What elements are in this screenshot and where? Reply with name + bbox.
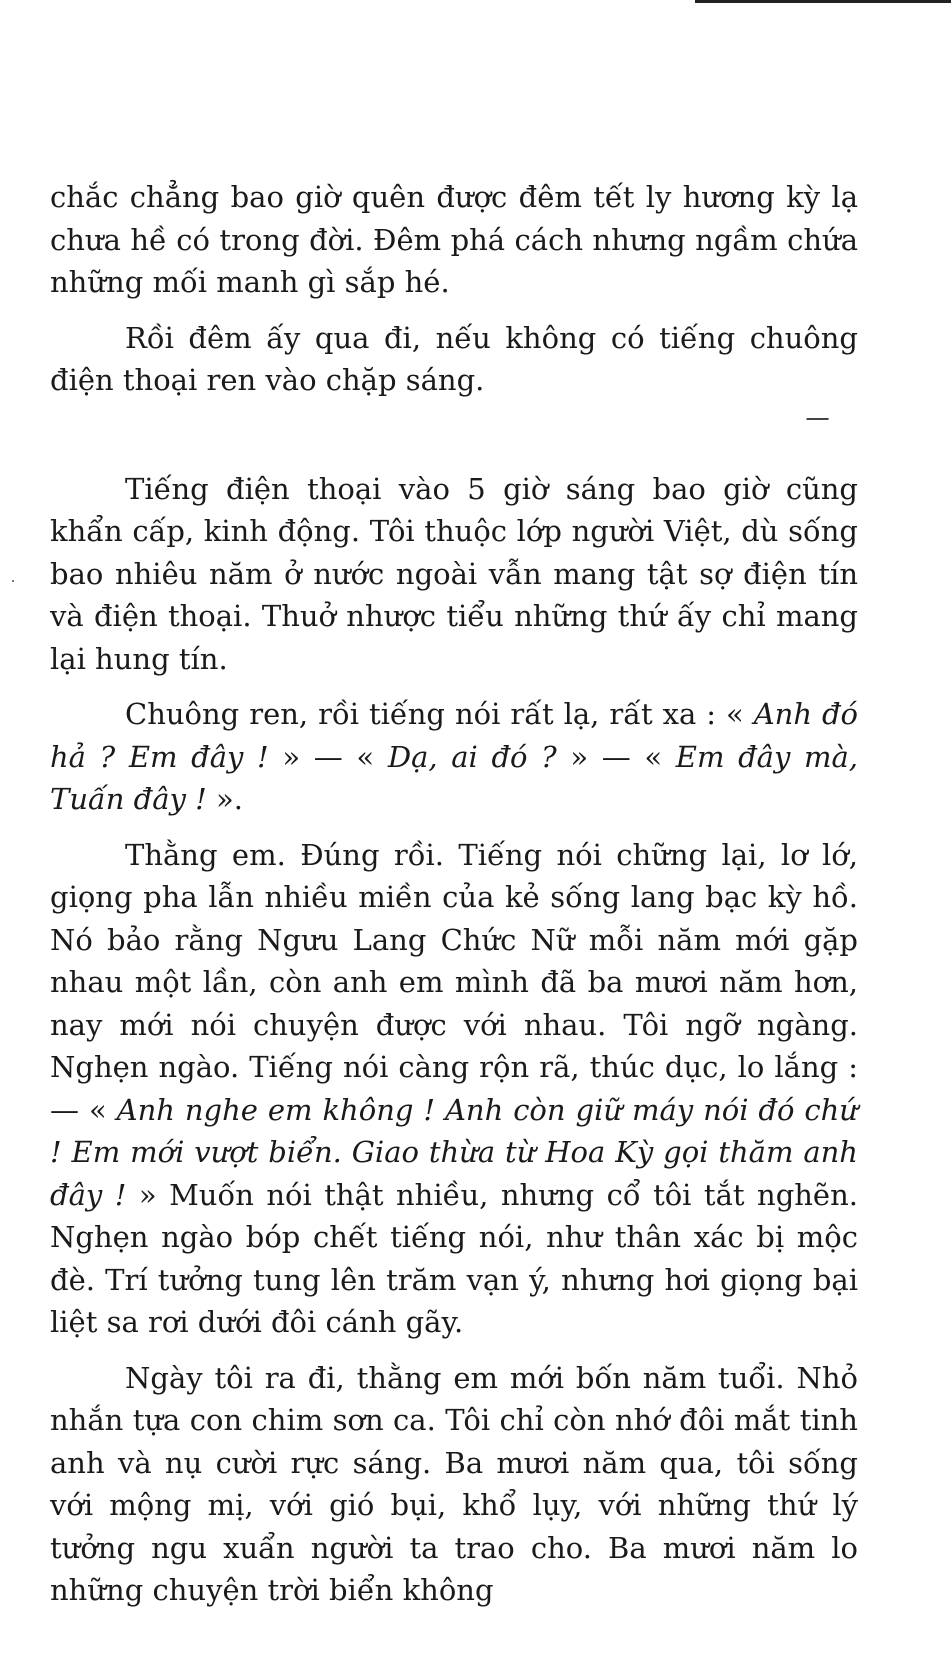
paragraph-4-quote-2: Dạ, ai đó ? bbox=[387, 739, 557, 774]
paragraph-5-text-end: » Muốn nói thật nhiều, nhưng cổ tôi tắt nghẽn. Nghẹn ngào bóp chết tiếng nói, như thân xác bị mộc đè. Trí tưởng tung lên trăm vạn ý, nhưng hơi giọng bại liệt sa rơi dưới đôi cánh gãy. bbox=[50, 1177, 858, 1339]
paragraph-4-quote-1: Anh đó hả ? Em đây ! bbox=[50, 697, 858, 774]
paragraph-4-quote-3: Em đây mà, Tuấn đây ! bbox=[50, 739, 859, 816]
paragraph-4-text: Chuông ren, rồi tiếng nói rất lạ, rất xa : « bbox=[125, 697, 754, 731]
paragraph-6-text: Ngày tôi ra đi, thằng em mới bốn năm tuổi. Nhỏ nhắn tựa con chim sơn ca. Tôi chỉ còn nhớ đôi mắt tinh anh và nụ cười rực sáng. Ba mươi năm qua, tôi sống với mộng mị, với gió bụi, khổ lụy, với những thứ lý tưởng ngu xuẩn người ta trao cho. Ba mươi năm lo những chuyện trời biển không bbox=[50, 1360, 858, 1607]
paragraph-1 bbox=[50, 176, 858, 304]
scan-speck bbox=[12, 580, 14, 582]
paragraph-5 bbox=[50, 834, 858, 1344]
page-body bbox=[50, 176, 858, 1625]
paragraph-5-quote: Anh nghe em không ! Anh còn giữ máy nói đó chứ ! Em mới vượt biển. Giao thừa từ Hoa Kỳ gọi thăm anh đây ! bbox=[50, 1092, 858, 1212]
paragraph-2 bbox=[50, 317, 858, 402]
paragraph-4-separator-1: » — « bbox=[268, 739, 388, 774]
paragraph-5-text: Thằng em. Đúng rồi. Tiếng nói chững lại, lơ lớ, giọng pha lẫn nhiều miền của kẻ sống lang bạc kỳ hồ. Nó bảo rằng Ngưu Lang Chức Nữ mỗi năm mới gặp nhau một lần, còn anh em mình đã ba mươi năm hơn, nay mới nói chuyện được với nhau. Tôi ngỡ ngàng. Nghẹn ngào. Tiếng nói càng rộn rã, thúc dục, lo lắng : — « bbox=[50, 837, 858, 1127]
paragraph-4-end: ». bbox=[206, 782, 243, 816]
paragraph-4 bbox=[50, 693, 858, 821]
paragraph-3 bbox=[50, 468, 858, 681]
section-break-mark bbox=[805, 418, 829, 423]
paragraph-2-text: Rồi đêm ấy qua đi, nếu không có tiếng chuông điện thoại ren vào chặp sáng. bbox=[50, 320, 858, 397]
paragraph-6 bbox=[50, 1357, 858, 1612]
top-rule bbox=[695, 0, 951, 3]
paragraph-3-text: Tiếng điện thoại vào 5 giờ sáng bao giờ cũng khẩn cấp, kinh động. Tôi thuộc lớp người Việt, dù sống bao nhiêu năm ở nước ngoài vẫn mang tật sợ điện tín và điện thoại. Thuở nhược tiểu những thứ ấy chỉ mang lại hung tín. bbox=[50, 471, 858, 676]
paragraph-4-separator-2: » — « bbox=[556, 739, 676, 774]
paragraph-1-text: chắc chẳng bao giờ quên được đêm tết ly hương kỳ lạ chưa hề có trong đời. Đêm phá cách nhưng ngầm chứa những mối manh gì sắp hé. bbox=[50, 180, 858, 299]
